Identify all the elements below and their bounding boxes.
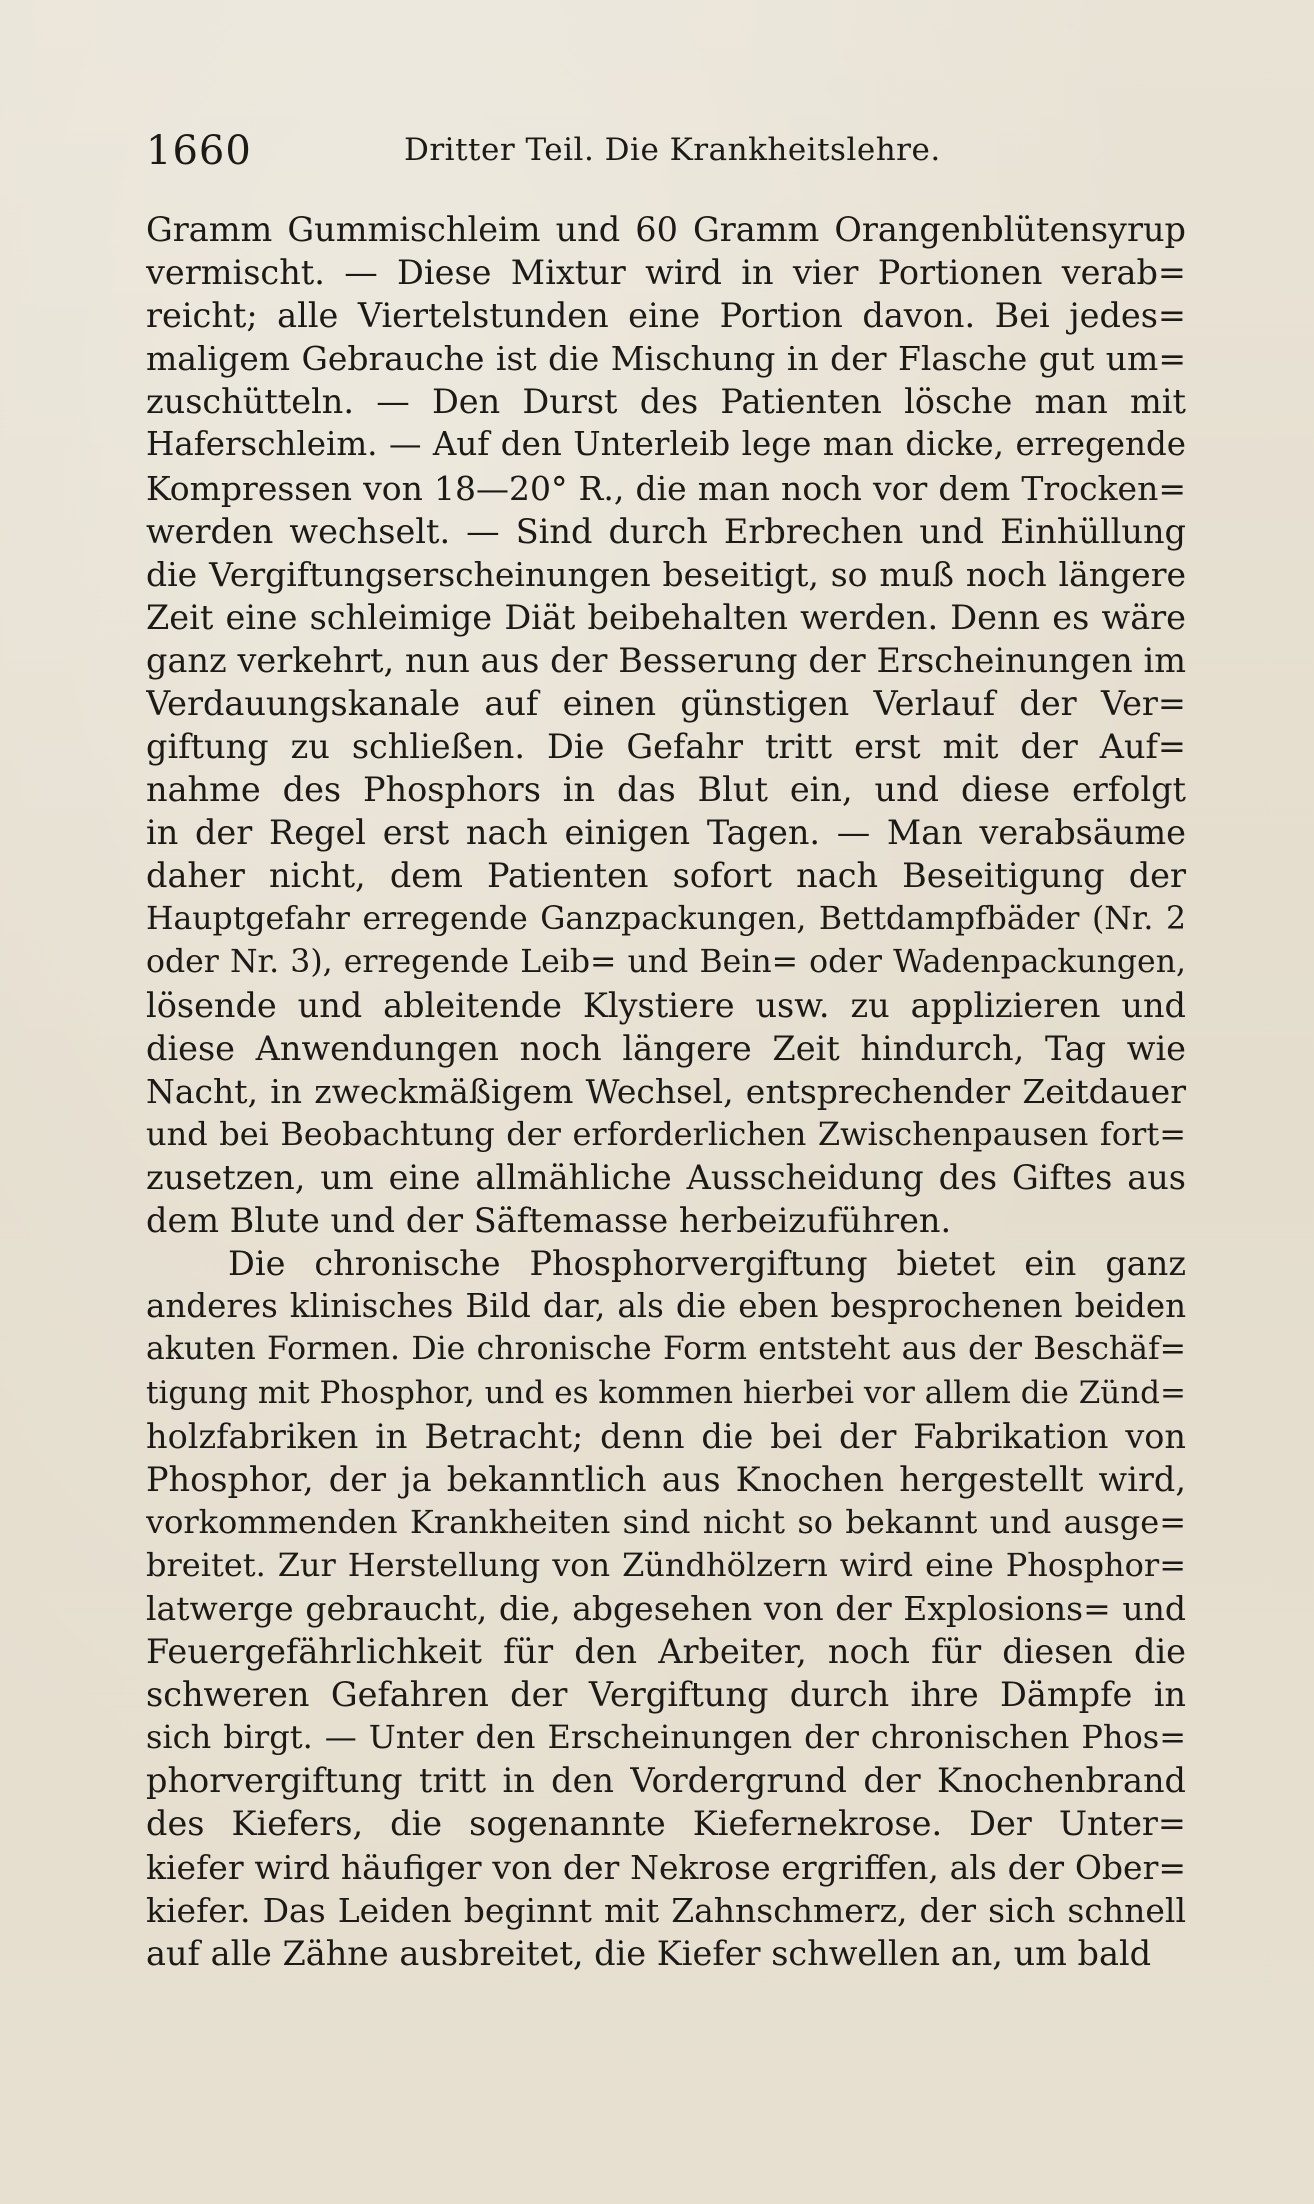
text-line: vermischt. — Diese Mixtur wird in vier Portionen verab= (146, 253, 1186, 293)
text-line: Kompressen von 18—20° R., die man noch vor dem Trocken= (146, 468, 1186, 508)
text-line: zusetzen, um eine allmähliche Ausscheidung des Giftes aus (146, 1158, 1186, 1198)
text-line: daher nicht, dem Patienten sofort nach Beseitigung der (146, 856, 1186, 896)
text-line: dem Blute und der Säftemasse herbeizuführen. (146, 1201, 952, 1241)
text-line: Verdauungskanale auf einen günstigen Verlauf der Ver= (146, 684, 1186, 724)
text-line: schweren Gefahren der Vergiftung durch ihre Dämpfe in (146, 1675, 1186, 1715)
text-line: Feuergefährlichkeit für den Arbeiter, noch für diesen die (146, 1632, 1186, 1672)
text-line: oder Nr. 3), erregende Leib= und Bein= oder Wadenpackungen, (146, 943, 1186, 980)
text-line: Haferschleim. — Auf den Unterleib lege man dicke, erregende (146, 425, 1186, 464)
text-line: diese Anwendungen noch längere Zeit hindurch, Tag wie (146, 1028, 1186, 1068)
text-line: Phosphor, der ja bekanntlich aus Knochen hergestellt wird, (146, 1459, 1186, 1499)
text-line: Hauptgefahr erregende Ganzpackungen, Bettdampfbäder (Nr. 2 (146, 900, 1186, 937)
text-line: kiefer. Das Leiden beginnt mit Zahnschmerz, der sich schnell (146, 1890, 1186, 1930)
text-line: reicht; alle Viertelstunden eine Portion davon. Bei jedes= (146, 296, 1186, 336)
paragraph (146, 1242, 1186, 1975)
text-line: Zeit eine schleimige Diät beibehalten werden. Denn es wäre (146, 597, 1186, 637)
text-line: vorkommenden Krankheiten sind nicht so bekannt und ausge= (146, 1502, 1186, 1541)
running-head: Dritter Teil. Die Krankheitslehre. (404, 132, 941, 168)
text-line: nahme des Phosphors in das Blut ein, und diese erfolgt (146, 770, 1186, 810)
text-line: des Kiefers, die sogenannte Kiefernekrose. Der Unter= (146, 1804, 1186, 1844)
page-number: 1660 (146, 128, 252, 174)
text-line: lösende und ableitende Klystiere usw. zu applizieren und (146, 985, 1186, 1025)
text-line: und bei Beobachtung der erforderlichen Zwischenpausen fort= (146, 1114, 1186, 1153)
text-line: sich birgt. — Unter den Erscheinungen der chronischen Phos= (146, 1718, 1186, 1757)
text-line: akuten Formen. Die chronische Form entsteht aus der Beschäf= (146, 1331, 1186, 1368)
text-line: tigung mit Phosphor, und es kommen hierbei vor allem die Zünd= (146, 1374, 1186, 1411)
text-line: in der Regel erst nach einigen Tagen. — Man verabsäume (146, 813, 1186, 853)
text-line: giftung zu schließen. Die Gefahr tritt erst mit der Auf= (146, 727, 1186, 767)
text-line: breitet. Zur Herstellung von Zündhölzern wird eine Phosphor= (146, 1545, 1186, 1584)
text-line: Gramm Gummischleim und 60 Gramm Orangenblütensyrup (146, 210, 1186, 249)
text-line: anderes klinisches Bild dar, als die eben besprochenen beiden (146, 1287, 1186, 1326)
page-header (146, 128, 1181, 188)
text-line: werden wechselt. — Sind durch Erbrechen und Einhüllung (146, 511, 1186, 551)
text-line: latwerge gebraucht, die, abgesehen von der Explosions= und (146, 1589, 1186, 1628)
text-line: phorvergiftung tritt in den Vordergrund der Knochenbrand (146, 1761, 1186, 1801)
text-line: kiefer wird häufiger von der Nekrose ergriffen, als der Ober= (146, 1847, 1186, 1887)
text-line: holzfabriken in Betracht; denn die bei der Fabrikation von (146, 1416, 1186, 1456)
paragraph (146, 208, 1186, 1242)
text-line: zuschütteln. — Den Durst des Patienten lösche man mit (146, 382, 1186, 422)
text-line: Die chronische Phosphorvergiftung bietet ein ganz (228, 1244, 1186, 1284)
text-line: maligem Gebrauche ist die Mischung in der Flasche gut um= (146, 339, 1186, 379)
body-text (146, 208, 1186, 1975)
text-line: Nacht, in zweckmäßigem Wechsel, entsprechender Zeitdauer (146, 1071, 1186, 1111)
text-line: auf alle Zähne ausbreitet, die Kiefer schwellen an, um bald (146, 1933, 1152, 1973)
text-line: ganz verkehrt, nun aus der Besserung der Erscheinungen im (146, 640, 1186, 680)
text-line: die Vergiftungserscheinungen beseitigt, so muß noch längere (146, 554, 1186, 594)
